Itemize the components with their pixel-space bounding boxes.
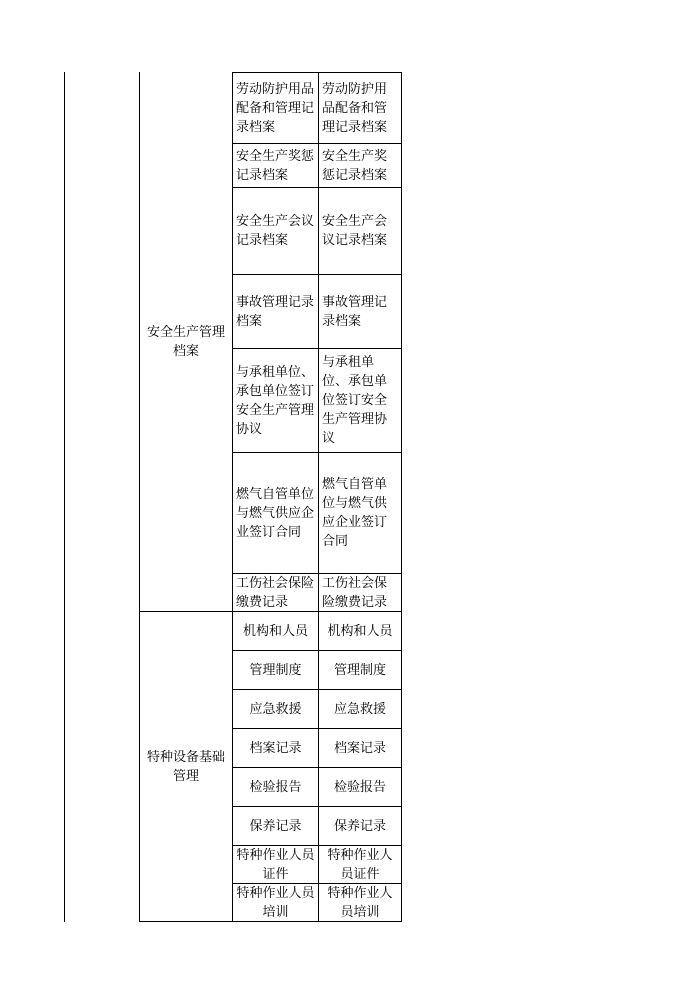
table-left-border — [64, 72, 65, 922]
table-cell: 安全生产会议记录档案 — [236, 214, 315, 248]
section-title: 特种设备基础管理 — [146, 749, 225, 784]
table-cell: 安全生产奖惩记录档案 — [236, 148, 315, 183]
table-cell: 安全生产奖惩记录档案 — [322, 148, 388, 183]
table-cell: 机构和人员 — [242, 623, 308, 639]
table-cell: 特种作业人员证件 — [236, 847, 315, 882]
table-cell: 保养记录 — [333, 818, 386, 834]
table-cell: 工伤社会保险缴费记录 — [322, 575, 388, 610]
table-cell: 保养记录 — [249, 818, 302, 834]
table-cell: 安全生产会议记录档案 — [322, 214, 388, 248]
table-cell: 特种作业人员培训 — [236, 885, 315, 920]
section-title: 安全生产管理档案 — [146, 325, 225, 359]
table-cell: 特种作业人员培训 — [327, 885, 393, 920]
table-cell: 检验报告 — [333, 779, 386, 795]
table-right-border — [401, 72, 402, 922]
table-cell: 机构和人员 — [327, 623, 393, 639]
table-cell: 工伤社会保险缴费记录 — [236, 575, 315, 610]
table-cell: 档案记录 — [249, 740, 302, 756]
table-cell: 劳动防护用品配备和管理记录档案 — [322, 81, 388, 135]
table-cell: 检验报告 — [249, 779, 302, 795]
table-cell: 劳动防护用品配备和管理记录档案 — [236, 81, 315, 135]
table-cell: 与承租单位、承包单位签订安全生产管理协议 — [236, 364, 315, 437]
table-cell: 燃气自管单位与燃气供应企业签订合同 — [236, 486, 315, 540]
table-cell: 管理制度 — [249, 662, 302, 678]
table-cell: 事故管理记录档案 — [236, 294, 315, 329]
table-cell: 档案记录 — [333, 740, 386, 756]
table-cell: 应急救援 — [249, 701, 302, 717]
table-cell: 管理制度 — [333, 662, 386, 678]
table-cell: 应急救援 — [333, 701, 386, 717]
table-cell: 事故管理记录档案 — [322, 294, 388, 329]
table-cell: 与承租单位、承包单位签订安全生产管理协议 — [322, 355, 388, 446]
table-cell: 特种作业人员证件 — [327, 847, 393, 882]
table-cell: 燃气自管单位与燃气供应企业签订合同 — [322, 477, 388, 549]
